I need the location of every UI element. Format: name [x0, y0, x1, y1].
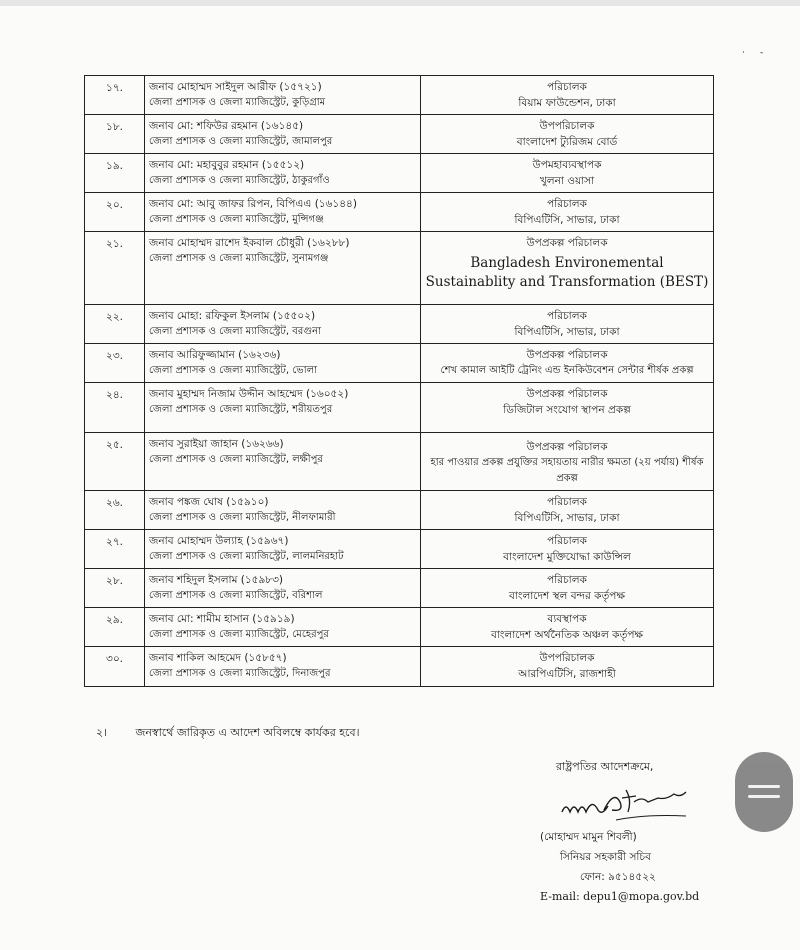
current-designation: জেলা প্রশাসক ও জেলা ম্যাজিস্ট্রেট, দিনাজপুর	[149, 668, 331, 679]
new-post: ব্যবস্থাপক	[547, 613, 587, 625]
posting-cell	[421, 115, 714, 154]
posting-cell	[421, 608, 714, 647]
current-designation: জেলা প্রশাসক ও জেলা ম্যাজিস্ট্রেট, জামালপুর	[149, 136, 333, 147]
new-post: উপপ্রকল্প পরিচালক	[526, 349, 608, 361]
officer-name: জনাব মো: আবু জাফর রিপন, বিপিএএ (১৬১৪৪)	[149, 198, 357, 210]
serial-number: ২৭.	[85, 530, 145, 569]
officer-cell	[145, 530, 421, 569]
officer-name: জনাব মুহাম্মদ নিজাম উদ্দীন আহম্মেদ (১৬০৫২)	[149, 388, 349, 400]
officer-name: জনাব আরিফুজ্জামান (১৬২৩৬)	[149, 349, 281, 361]
organization: ডিজিটাল সংযোগ স্থাপন প্রকল্প	[503, 404, 631, 416]
current-designation: জেলা প্রশাসক ও জেলা ম্যাজিস্ট্রেট, কুড়িগ্রাম	[149, 97, 326, 108]
new-post: উপপরিচালক	[539, 652, 595, 664]
posting-cell	[421, 193, 714, 232]
new-post: উপপ্রকল্প পরিচালক	[526, 388, 608, 400]
current-designation: জেলা প্রশাসক ও জেলা ম্যাজিস্ট্রেট, বরিশাল	[149, 590, 323, 601]
serial-number: ২৯.	[85, 608, 145, 647]
posting-cell	[421, 344, 714, 383]
officer-cell	[145, 608, 421, 647]
officer-name: জনাব সুরাইয়া জাহান (১৬২৬৬)	[149, 438, 284, 450]
serial-number: ২২.	[85, 305, 145, 344]
organization: আরপিএটিসি, রাজশাহী	[518, 668, 616, 680]
new-post: উপমহাব্যবস্থাপক	[532, 159, 602, 171]
posting-cell	[421, 647, 714, 687]
signatory-name: (মোহাম্মদ মামুন শিবলী)	[540, 831, 637, 843]
officer-name: জনাব মোহাম্মদ সাইদুল আরীফ (১৫৭২১)	[149, 81, 322, 93]
organization: হার পাওয়ার প্রকল্প প্রযুক্তির সহায়তায় নারীর ক্ষমতা (২য় পর্যায়) শীর্ষক প্রকল্প	[430, 457, 704, 484]
officer-name: জনাব শাকিল আহমেদ (১৫৮৫৭)	[149, 652, 287, 664]
officer-name: জনাব মো: শফিউর রহমান (১৬১৪৫)	[149, 120, 304, 132]
new-post: পরিচালক	[547, 198, 587, 210]
posting-cell	[421, 305, 714, 344]
officer-name: জনাব মোহাম্মদ উল্যাহ (১৫৯৬৭)	[149, 535, 289, 547]
organization: বিপিএটিসি, সাভার, ঢাকা	[514, 214, 620, 226]
serial-number: ২৪.	[85, 383, 145, 433]
current-designation: জেলা প্রশাসক ও জেলা ম্যাজিস্ট্রেট, শরীয়তপুর	[149, 404, 333, 415]
serial-number: ১৯.	[85, 154, 145, 193]
table-row	[85, 305, 714, 344]
posting-cell	[421, 530, 714, 569]
table-row	[85, 383, 714, 433]
posting-cell	[421, 76, 714, 115]
menu-lines-icon	[748, 795, 780, 798]
officer-name: জনাব মো: মহাবুবুর রহমান (১৫৫১২)	[149, 159, 305, 171]
note-text: জনস্বার্থে জারিকৃত এ আদেশ অবিলম্বে কার্যকর হবে।	[135, 726, 360, 739]
officer-name: জনাব মো: শামীম হাসান (১৫৯১৯)	[149, 613, 295, 625]
serial-number: ২৩.	[85, 344, 145, 383]
officer-cell	[145, 569, 421, 608]
dash-mark: -	[760, 48, 764, 58]
organization: খুলনা ওয়াসা	[539, 175, 595, 187]
top-strip	[0, 0, 800, 6]
current-designation: জেলা প্রশাসক ও জেলা ম্যাজিস্ট্রেট, সুনামগঞ্জ	[149, 253, 329, 264]
table-row	[85, 115, 714, 154]
signatory-title: সিনিয়র সহকারী সচিব	[560, 851, 651, 863]
current-designation: জেলা প্রশাসক ও জেলা ম্যাজিস্ট্রেট, লক্ষীপুর	[149, 454, 323, 465]
scroll-menu-button[interactable]	[735, 752, 793, 832]
posting-cell	[421, 383, 714, 433]
organization: বাংলাদেশ মুক্তিযোদ্ধা কাউন্সিল	[503, 551, 631, 563]
note-number: ২।	[96, 726, 108, 739]
order-line: রাষ্ট্রপতির আদেশক্রমে,	[556, 760, 654, 773]
new-post: পরিচালক	[547, 81, 587, 93]
current-designation: জেলা প্রশাসক ও জেলা ম্যাজিস্ট্রেট, মেহেরপুর	[149, 629, 329, 640]
new-post: উপপ্রকল্প পরিচালক	[526, 237, 608, 249]
serial-number: ১৮.	[85, 115, 145, 154]
table-row	[85, 433, 714, 491]
officer-cell	[145, 491, 421, 530]
officer-cell	[145, 232, 421, 305]
new-post: উপপরিচালক	[539, 120, 595, 132]
table-row	[85, 193, 714, 232]
new-post: পরিচালক	[547, 496, 587, 508]
posting-cell	[421, 569, 714, 608]
officer-name: জনাব মোহাম্মদ রাশেদ ইকবাল চৌধুরী (১৬২৮৮)	[149, 237, 350, 249]
posting-cell	[421, 433, 714, 491]
officer-name: জনাব পঙ্কজ ঘোষ (১৫৯১০)	[149, 496, 269, 508]
posting-table	[84, 75, 714, 687]
signature-icon	[556, 780, 706, 830]
officer-cell	[145, 383, 421, 433]
organization: বিপিএটিসি, সাভার, ঢাকা	[514, 326, 620, 338]
organization: বাংলাদেশ ট্যুরিজম বোর্ড	[516, 136, 618, 148]
organization: বিপিএটিসি, সাভার, ঢাকা	[514, 512, 620, 524]
posting-cell	[421, 154, 714, 193]
table-row	[85, 491, 714, 530]
organization: বিয়াম ফাউন্ডেশন, ঢাকা	[518, 97, 616, 109]
organization: বাংলাদেশ স্থল বন্দর কর্তৃপক্ষ	[509, 590, 625, 602]
table-row	[85, 647, 714, 687]
new-post: পরিচালক	[547, 535, 587, 547]
serial-number: ৩০.	[85, 647, 145, 687]
signatory-email: E-mail: depu1@mopa.gov.bd	[540, 890, 700, 903]
officer-cell	[145, 115, 421, 154]
serial-number: ১৭.	[85, 76, 145, 115]
table-row	[85, 154, 714, 193]
officer-cell	[145, 76, 421, 115]
signatory-phone: ফোন: ৯৫১৪৫২২	[580, 871, 656, 883]
officer-cell	[145, 344, 421, 383]
current-designation: জেলা প্রশাসক ও জেলা ম্যাজিস্ট্রেট, মুন্সিগঞ্জ	[149, 214, 324, 225]
officer-name: জনাব শহিদুল ইসলাম (১৫৯৮৩)	[149, 574, 284, 586]
posting-cell	[421, 491, 714, 530]
dot-mark: ·	[742, 48, 745, 58]
serial-number: ২০.	[85, 193, 145, 232]
posting-cell	[421, 232, 714, 305]
serial-number: ২৮.	[85, 569, 145, 608]
new-post: পরিচালক	[547, 574, 587, 586]
table-row	[85, 232, 714, 305]
officer-cell	[145, 193, 421, 232]
table-row	[85, 569, 714, 608]
serial-number: ২৫.	[85, 433, 145, 491]
project-title-en: Bangladesh Environemental Sustainablity and Transformation (BEST)	[425, 255, 709, 290]
current-designation: জেলা প্রশাসক ও জেলা ম্যাজিস্ট্রেট, বরগুনা	[149, 326, 322, 337]
table-row	[85, 344, 714, 383]
order-note	[96, 724, 360, 743]
officer-name: জনাব মোহা: রফিকুল ইসলাম (১৫৫০২)	[149, 310, 316, 322]
new-post: উপপ্রকল্প পরিচালক	[526, 441, 608, 453]
officer-cell	[145, 647, 421, 687]
current-designation: জেলা প্রশাসক ও জেলা ম্যাজিস্ট্রেট, ভোলা	[149, 365, 317, 376]
officer-cell	[145, 433, 421, 491]
officer-cell	[145, 154, 421, 193]
table-row	[85, 530, 714, 569]
officer-cell	[145, 305, 421, 344]
organization: শেখ কামাল আইটি ট্রেনিং এন্ড ইনকিউবেশন সেন্টার শীর্ষক প্রকল্প	[440, 365, 694, 376]
organization: বাংলাদেশ অর্থনৈতিক অঞ্চল কর্তৃপক্ষ	[491, 629, 643, 641]
serial-number: ২১.	[85, 232, 145, 305]
current-designation: জেলা প্রশাসক ও জেলা ম্যাজিস্ট্রেট, লালমনিরহাট	[149, 551, 344, 562]
current-designation: জেলা প্রশাসক ও জেলা ম্যাজিস্ট্রেট, ঠাকুরগাঁও	[149, 175, 330, 186]
current-designation: জেলা প্রশাসক ও জেলা ম্যাজিস্ট্রেট, নীলফামারী	[149, 512, 336, 523]
table-row	[85, 608, 714, 647]
new-post: পরিচালক	[547, 310, 587, 322]
serial-number: ২৬.	[85, 491, 145, 530]
table-row	[85, 76, 714, 115]
menu-lines-icon	[748, 785, 780, 788]
